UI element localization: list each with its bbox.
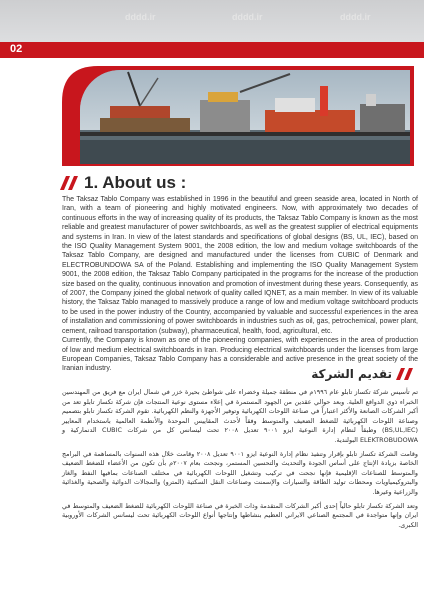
page-title: 1. About us :	[84, 173, 187, 192]
paragraph: وتعد الشركة تكساز تابلو حالياً إحدى أكبر الشركات المتقدمة وذات الخبرة في صناعة اللوحات الكهربائية للضغط الضعيف والمتوسط في ايران وإنها متواجدة في المجتمع الصناعي الايراني العظيم بنشاطها وإنتاجها أنواع اللوحات الكهربائية تحت ليسانس الشركات الأوروبية الكبرى.	[62, 501, 418, 529]
header-photo-block	[58, 62, 418, 170]
about-text-ar	[62, 388, 418, 534]
double-slash-icon	[396, 368, 414, 380]
paragraph: The Taksaz Tablo Company was established in 1996 in the beautiful and green seaside area, located in North of Iran, with a team of pioneering and highly motivated engineers. Now, with approximately two decades of continuous efforts in the way of increasing quality of its products, the Taksaz Tablo Company is known as the most reliable and greatest manufacturer of power switchboards, as well as the greatest supplier of electrical equipments and systems in Iran. In view of the latest standards and specifications of global designs (BS, UL, IEC), based on the ISO Quality Management System 9001, the 2008 edition, the low and medium voltage switchboards of the Taksaz Tablo Company, are designed and manufactured under the licenses from CUBIC of Denmark and ELECTROBUNDOWA SA of the Poland. Establishing and implementing the ISO Quality Management System 9001, the 2008 edition, the Taksaz Tablo Company participated in the programs for the increase of the production size based on the quality, continuous innovation and promotion of investment during these years. Consequently, as of 2007, the Company joined the global network of quality called IQNET, as a main member. In view of its valuable history, the Taksaz Tablo managed to massively produce a range of low and medium voltage switchboard products to be used in the power industry of the Country, accompanied by valuable and successful experiences in the area of installation and commissioning of power switchboards in industries such as oil, gas, petrochemical, power plant, cement, railroad transportation (subway), pharmaceutical, health, food, agricultural, etc.	[62, 196, 418, 335]
arabic-title: تقديم الشركة	[311, 367, 392, 381]
page-number: 02	[10, 43, 23, 55]
watermark: dddd.ir	[125, 12, 156, 22]
red-accent-bar	[0, 42, 424, 58]
watermark: dddd.ir	[232, 12, 263, 22]
paragraph: Currently, the Company is known as one of the pioneering companies, with experiences in the area of production of low and medium electrical switchboards in Iran. Producing electrical switchboards under the licenses from large European Companies, Taksaz Tablo Company has a considerable and active presence in the great society of the Iranian industry.	[62, 337, 418, 373]
about-text-en	[62, 195, 418, 374]
offshore-rig-illustration	[80, 70, 410, 164]
section-title-en	[60, 172, 186, 194]
watermark: dddd.ir	[340, 12, 371, 22]
paragraph: تم تأسيس شركة تكساز تابلو عام ١٩٩٦م في منطقة جميلة وخضراء على شواطئ بحيرة خزر في شمال ايران مع فريق من المهندسين الخبراء ذوي الدوافع العلية. وبعد حوالي عقدين من الجهود المستمرة في إعلاء مستوى نوعية المنتجات فإن شركة تكساز تابلو تعد من أكبر الشركات الصانعة والأكثر اعتباراً في صناعة اللوحات الكهربائية وتوفير الأجهزة والنظم الكهربائية. تقوم الشركة تكساز تابلو بتصميم وصناعة اللوحات الكهربائية للضغط الضعيف والمتوسط وفقاً لأحدث المقاييس الموحدة والأنظمة العالمية باستخدام المعايير (BS,UL,IEC) وطبقاً لنظام إدارة النوعية ايزو ٩٠٠١ تعديل ٢٠٠٨ تحت ليسانس كل من شركات CUBIC الدنماركية و ELEKTROBUDOWA البولندية.	[62, 388, 419, 444]
section-title-ar	[311, 364, 414, 384]
industrial-site-photo	[80, 70, 410, 164]
paragraph: وقامت الشركة تكساز تابلو بإقرار وتنفيذ نظام إدارة النوعية ايزو ٩٠٠١ تعديل ٢٠٠٨ وقامت خلال هذه السنوات بالمساهمة في البرامج الخاصة بزيادة الإنتاج على أساس الجودة والتحديث والتحسين المستمر، ونجحت بعام ٢٠٠٧م بأن تكون من الأعضاء للضغط الضعيف والمتوسط للصناعات الإقليمية فإنها نجحت في تركيب وتشغيل اللوحات الكهربائية في مختلف الصناعات بمافيها النفط والغاز والبتروكيمياويات ومحطات توليد الطاقة والسيارات والإسمنت وصناعات النقل السكتية (المترو) والمجالات الدوائية والصحية والغذائية والزراعية وغيرها.	[62, 449, 418, 496]
double-slash-icon	[60, 176, 80, 190]
